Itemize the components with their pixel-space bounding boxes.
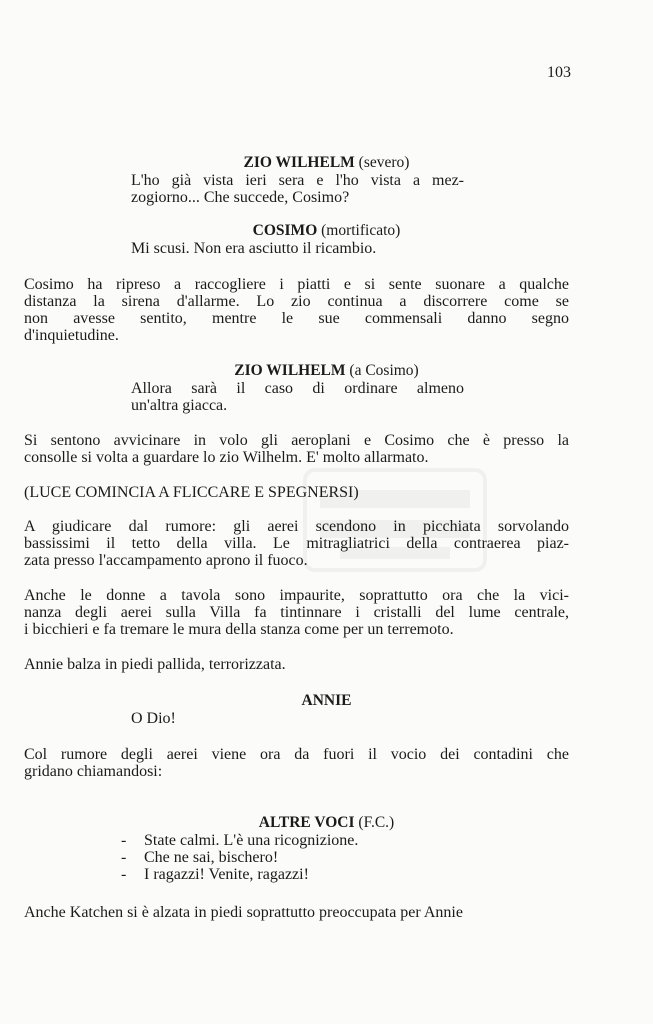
stage-direction: (a Cosimo): [349, 362, 419, 379]
dialogue-zio-wilhelm-1: [131, 172, 464, 206]
voices-list: [121, 832, 358, 883]
dialogue-line: Allora sarà il caso di ordinare almeno: [131, 380, 464, 397]
speaker-heading-cosimo: [0, 222, 653, 240]
dialogue-line: un'altra giacca.: [131, 397, 228, 414]
paragraph-line: non avesse sentito, mentre le sue commensali danno segno: [24, 310, 569, 327]
speaker-heading-zio-wilhelm-2: [0, 362, 653, 380]
stage-direction: (severo): [358, 154, 410, 171]
voice-text: Che ne sai, bischero!: [144, 849, 279, 866]
paragraph-line: Cosimo ha ripreso a raccogliere i piatti e si sente suonare a qualche: [24, 276, 569, 293]
dialogue-line: zogiorno... Che succede, Cosimo?: [131, 189, 350, 206]
stage-paragraph-1: [24, 276, 569, 344]
voice-line: [121, 832, 358, 849]
stage-direction: (F.C.): [358, 814, 395, 831]
dialogue-cosimo: [131, 240, 464, 257]
speaker-name: ANNIE: [301, 692, 352, 709]
paragraph-line: Anche Katchen si è alzata in piedi soprattutto preoccupata per Annie: [24, 904, 463, 921]
paragraph-line: nanza degli aerei sulla Villa fa tintinnare i cristalli del lume centrale,: [24, 604, 569, 621]
paragraph-line: Si sentono avvicinare in volo gli aeroplani e Cosimo che è presso la: [24, 432, 569, 449]
speaker-name: ALTRE VOCI: [258, 814, 355, 831]
dialogue-line: O Dio!: [131, 710, 176, 727]
stage-paragraph-4: [24, 518, 569, 569]
dialogue-line: L'ho già vista ieri sera e l'ho vista a mez-: [131, 172, 464, 189]
dialogue-zio-wilhelm-2: [131, 380, 464, 414]
stage-paragraph-5: [24, 587, 569, 638]
voice-line: [121, 866, 358, 883]
speaker-name: ZIO WILHELM: [243, 154, 355, 171]
voice-text: I ragazzi! Venite, ragazzi!: [144, 866, 309, 883]
paragraph-line: Col rumore degli aerei viene ora da fuori il vocio dei contadini che: [24, 746, 569, 763]
paragraph-line: d'inquietudine.: [24, 327, 119, 344]
paragraph-line: (LUCE COMINCIA A FLICCARE E SPEGNERSI): [24, 484, 359, 501]
speaker-heading-altre-voci: [0, 814, 653, 832]
stage-direction: (mortificato): [321, 222, 401, 239]
list-dash: -: [121, 849, 127, 866]
speaker-name: COSIMO: [252, 222, 318, 239]
paragraph-line: i bicchieri e fa tremare le mura della stanza come per un terremoto.: [24, 621, 454, 638]
dialogue-line: Mi scusi. Non era asciutto il ricambio.: [131, 240, 377, 257]
speaker-heading-annie: [0, 692, 653, 710]
page-number: 103: [547, 64, 571, 81]
list-dash: -: [121, 832, 127, 849]
paragraph-line: zata presso l'accampamento aprono il fuoco.: [24, 552, 308, 569]
paragraph-line: A giudicare dal rumore: gli aerei scendono in picchiata sorvolando: [24, 518, 569, 535]
list-dash: -: [121, 866, 127, 883]
stage-paragraph-3: [24, 484, 569, 501]
paragraph-line: bassissimi il tetto della villa. Le mitragliatrici della contraerea piaz-: [24, 535, 569, 552]
stage-paragraph-7: [24, 746, 569, 780]
stage-paragraph-2: [24, 432, 569, 466]
speaker-heading-zio-wilhelm-1: [0, 154, 653, 172]
dialogue-annie: [131, 710, 464, 727]
paragraph-line: Annie balza in piedi pallida, terrorizzata.: [24, 656, 286, 673]
voice-text: State calmi. L'è una ricognizione.: [144, 832, 359, 849]
voice-line: [121, 849, 358, 866]
paragraph-line: Anche le donne a tavola sono impaurite, soprattutto ora che la vici-: [24, 587, 569, 604]
speaker-name: ZIO WILHELM: [234, 362, 346, 379]
stage-paragraph-6: [24, 656, 569, 673]
paragraph-line: gridano chiamandosi:: [24, 763, 163, 780]
stage-paragraph-8: [24, 904, 569, 921]
paragraph-line: consolle si volta a guardare lo zio Wilhelm. E' molto allarmato.: [24, 449, 429, 466]
paragraph-line: distanza la sirena d'allarme. Lo zio continua a discorrere come se: [24, 293, 569, 310]
